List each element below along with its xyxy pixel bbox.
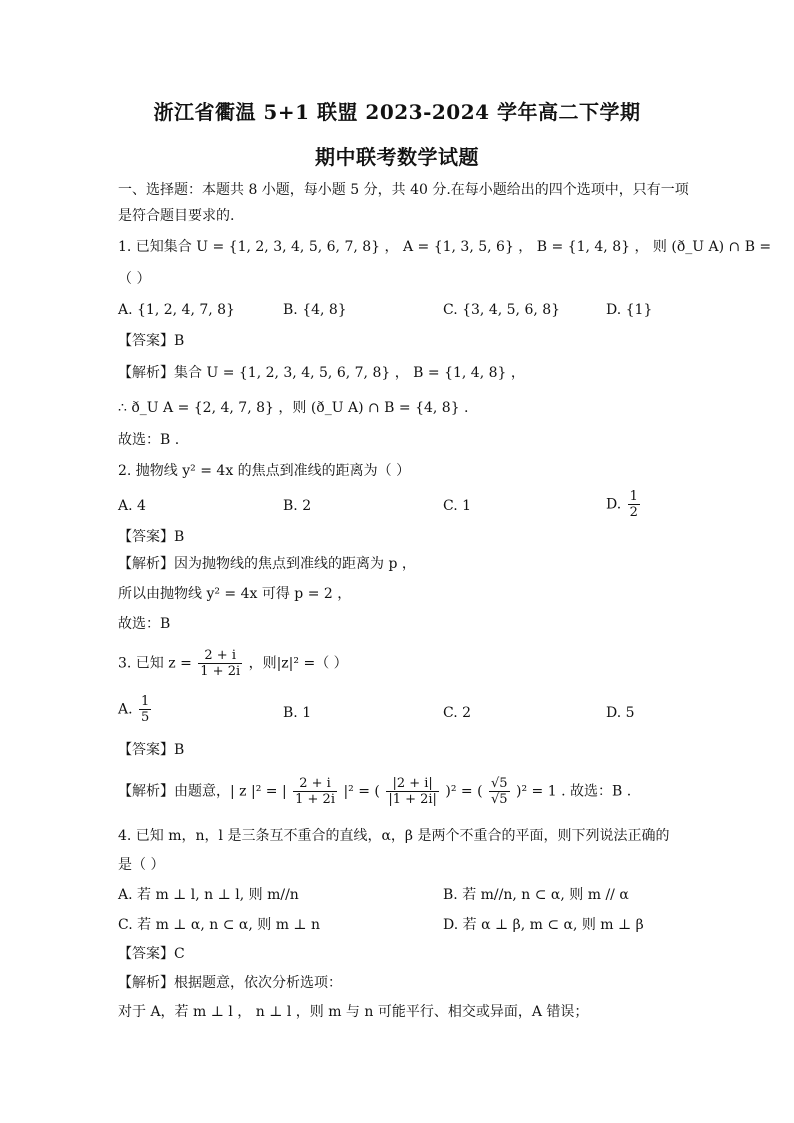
q2-option-d-fraction [628, 489, 640, 520]
q2-option-d-denominator: 2 [629, 505, 638, 520]
q4-explanation-1: 【解析】根据题意，依次分析选项： [118, 975, 342, 991]
q3-option-a-denominator: 5 [141, 710, 150, 725]
q3-option-a-fraction [139, 694, 151, 725]
q1-explanation-1: 【解析】集合 U = {1, 2, 3, 4, 5, 6, 7, 8} ， B = {1, 4, 8} ， [118, 365, 525, 381]
q4-option-c: C. 若 m ⊥ α, n ⊂ α, 则 m ⊥ n [118, 917, 321, 933]
section-instruction-1: 一、选择题：本题共 8 小题，每小题 5 分，共 40 分.在每小题给出的四个选项中，只有一项 [118, 182, 689, 198]
q3-option-b: B. 1 [283, 705, 312, 721]
q3-explanation-mid-1: |² = ( [343, 783, 380, 800]
q3-explanation-fraction-3 [489, 776, 510, 807]
q4-option-b: B. 若 m//n, n ⊂ α, 则 m // α [443, 887, 629, 903]
q1-stem: 1. 已知集合 U = {1, 2, 3, 4, 5, 6, 7, 8} ， A = {1, 3, 5, 6} ， B = {1, 4, 8} ， 则 (ð_U A) ∩ B = [118, 239, 772, 255]
q3-explanation-fraction-1 [293, 776, 337, 807]
q1-option-d: D. {1} [606, 302, 653, 318]
q3-stem-fraction [198, 648, 242, 679]
q3-option-a [118, 694, 153, 725]
q1-option-a: A. {1, 2, 4, 7, 8} [118, 302, 235, 318]
q4-option-d: D. 若 α ⊥ β, m ⊂ α, 则 m ⊥ β [443, 917, 644, 933]
title-line-2: 期中联考数学试题 [315, 145, 479, 169]
q4-explanation-2: 对于 A，若 m ⊥ l ， n ⊥ l ，则 m 与 n 可能平行、相交或异面，A 错误； [118, 1004, 589, 1020]
q1-explanation-2: ∴ ð_U A = {2, 4, 7, 8} ，则 (ð_U A) ∩ B = {4, 8} . [118, 400, 469, 416]
q3-option-a-label: A. [118, 701, 133, 718]
q1-option-b: B. {4, 8} [283, 302, 347, 318]
q2-answer: 【答案】B [118, 529, 185, 545]
q1-paren: （ ） [118, 271, 151, 287]
q2-option-d [606, 489, 642, 520]
q2-option-c: C. 1 [443, 498, 472, 514]
q4-stem-1: 4. 已知 m，n，l 是三条互不重合的直线，α，β 是两个不重合的平面，则下列说法正确的 [118, 828, 670, 844]
q3-option-a-numerator: 1 [141, 694, 150, 709]
q2-option-b: B. 2 [283, 498, 312, 514]
q2-explanation-1: 【解析】因为抛物线的焦点到准线的距离为 p ， [118, 556, 416, 572]
q2-option-d-numerator: 1 [629, 489, 638, 504]
q2-option-a: A. 4 [118, 498, 146, 514]
q3-answer: 【答案】B [118, 742, 185, 758]
q3-option-d: D. 5 [606, 705, 635, 721]
q3-explanation-fraction-2 [386, 776, 439, 807]
q3-explanation-numerator-3: √5 [491, 776, 508, 791]
q3-explanation-numerator-2: |2 + i| [392, 776, 433, 791]
q3-explanation-prefix: 【解析】由题意，| z |² = | [118, 783, 287, 800]
q1-conclusion: 故选：B . [118, 432, 180, 448]
q3-stem-numerator: 2 + i [204, 648, 236, 663]
q3-explanation-mid-2: )² = ( [445, 783, 483, 800]
q3-explanation-denominator-2: |1 + 2i| [388, 792, 437, 807]
q2-stem: 2. 抛物线 y² = 4x 的焦点到准线的距离为（ ） [118, 463, 411, 479]
title-line-1: 浙江省衢温 5+1 联盟 2023-2024 学年高二下学期 [153, 100, 641, 124]
q3-stem-denominator: 1 + 2i [200, 664, 241, 679]
section-instruction-2: 是符合题目要求的. [118, 208, 235, 224]
q4-stem-2: 是（ ） [118, 857, 165, 873]
q4-answer: 【答案】C [118, 946, 185, 962]
q3-stem-suffix: ，则|z|² =（ ） [248, 655, 348, 672]
q1-answer: 【答案】B [118, 333, 185, 349]
q2-explanation-2: 所以由抛物线 y² = 4x 可得 p = 2 ， [118, 586, 352, 602]
q2-option-d-label: D. [606, 496, 622, 513]
q3-explanation-denominator-3: √5 [491, 792, 508, 807]
q2-conclusion: 故选：B [118, 616, 171, 632]
q3-stem-prefix: 3. 已知 z = [118, 655, 192, 672]
q3-explanation-numerator-1: 2 + i [299, 776, 331, 791]
q3-stem [118, 648, 348, 679]
q3-explanation [118, 776, 631, 807]
q4-option-a: A. 若 m ⊥ l, n ⊥ l, 则 m//n [118, 887, 299, 903]
q3-explanation-denominator-1: 1 + 2i [295, 792, 335, 807]
q3-explanation-suffix: )² = 1 . 故选：B . [516, 783, 632, 800]
q3-option-c: C. 2 [443, 705, 472, 721]
q1-option-c: C. {3, 4, 5, 6, 8} [443, 302, 561, 318]
